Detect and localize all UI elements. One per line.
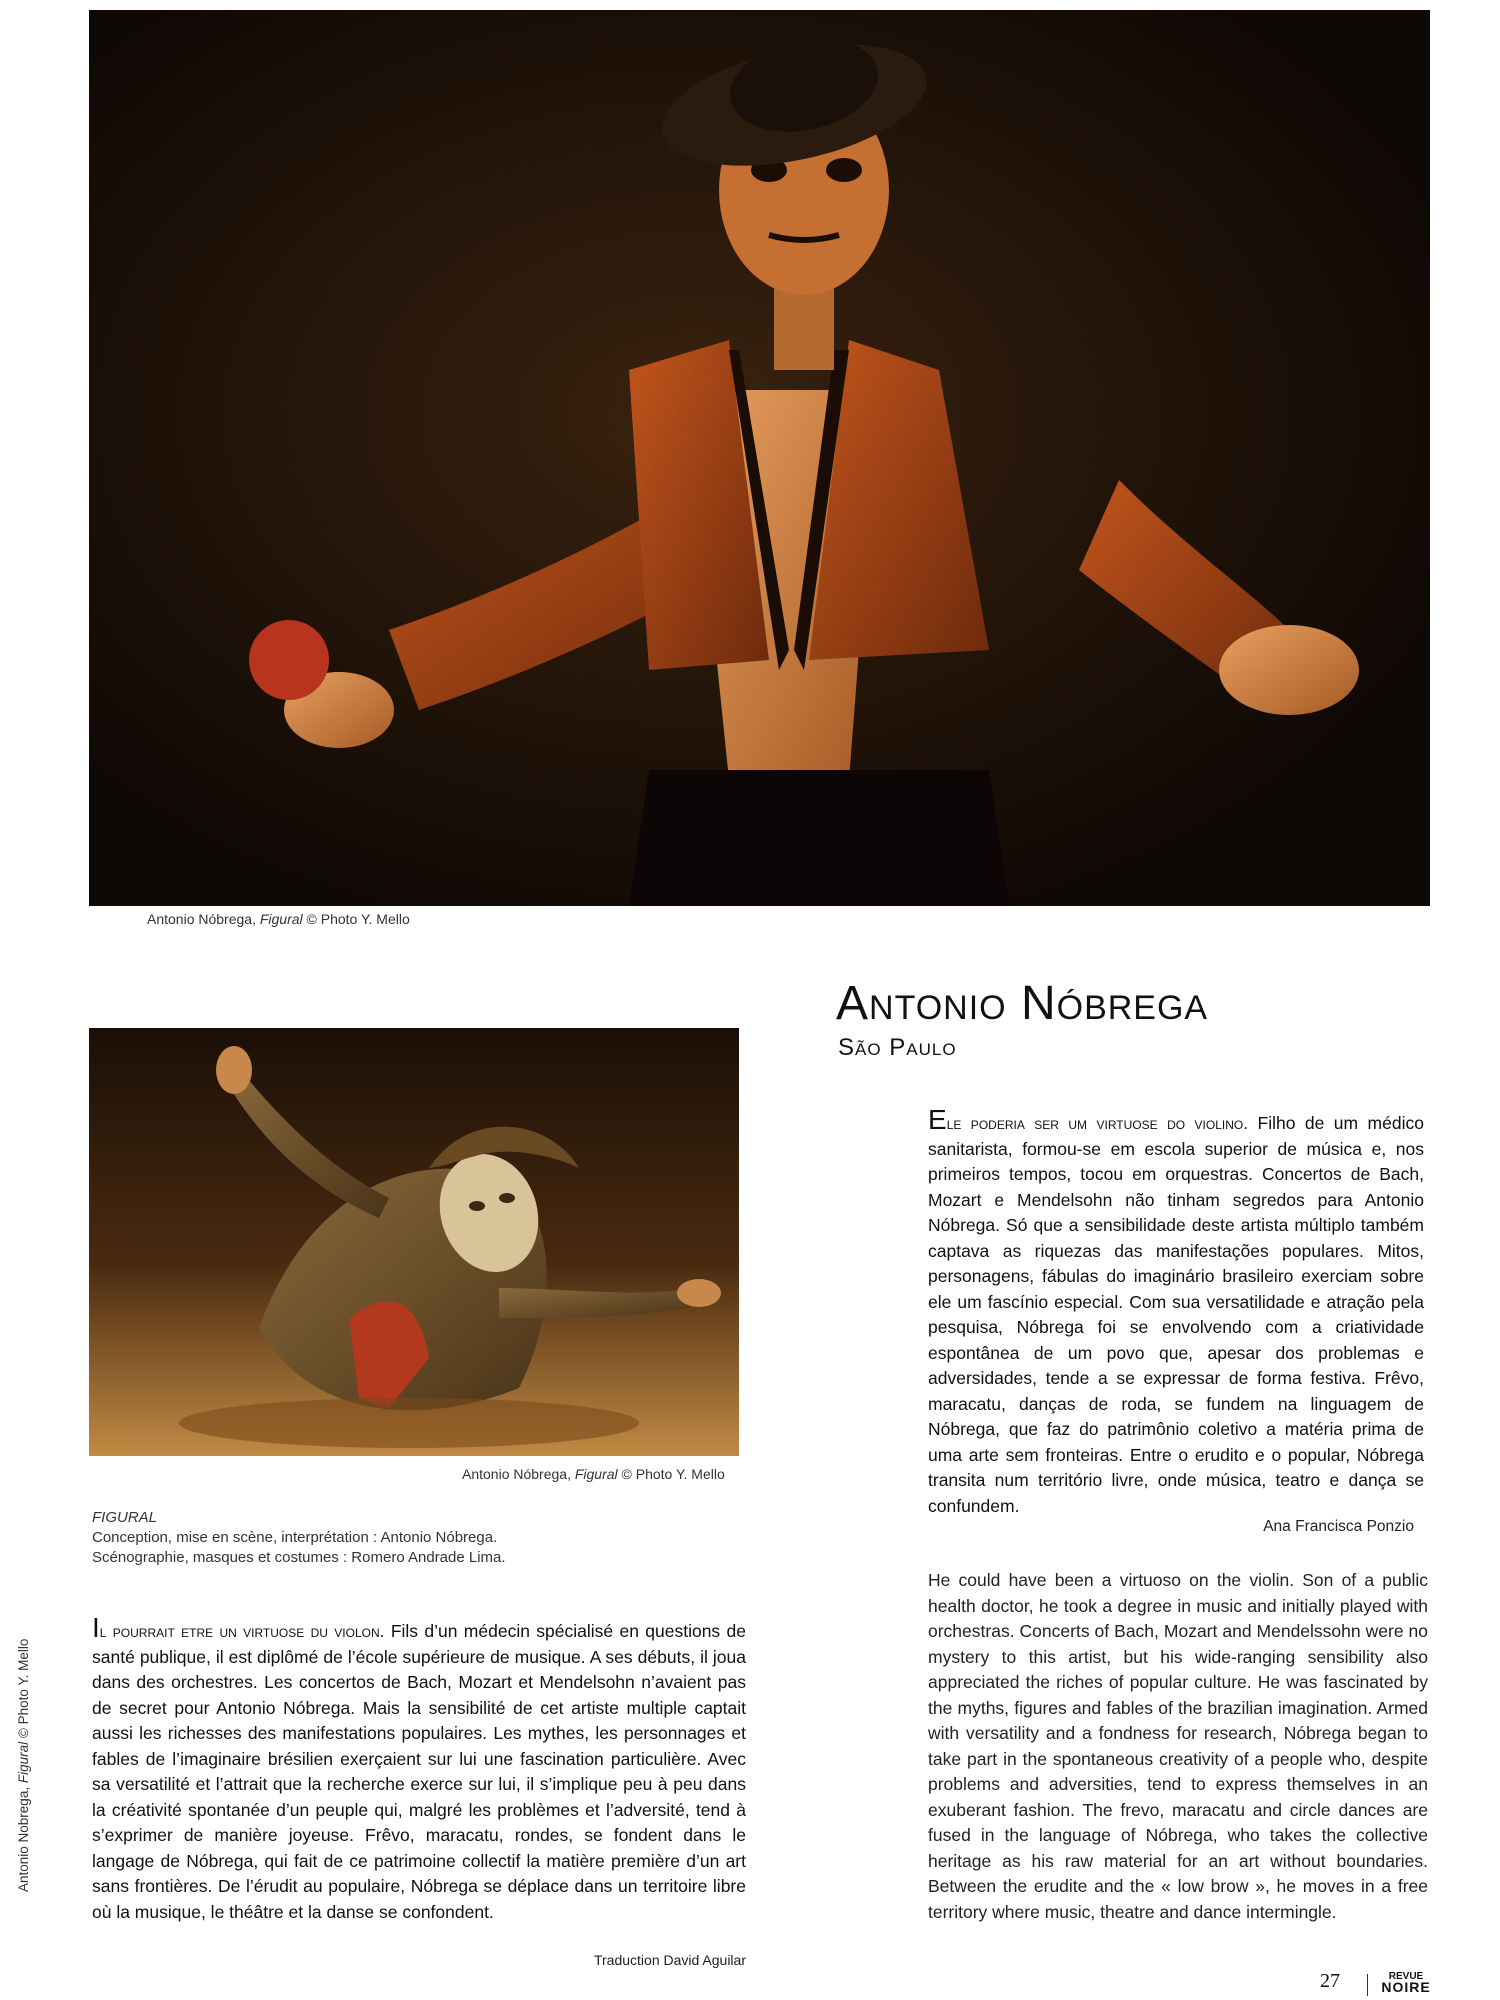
logo-bottom: NOIRE bbox=[1381, 1979, 1431, 1995]
page-title: Antonio Nóbrega bbox=[836, 977, 1209, 1030]
page-number: 27 bbox=[1320, 1970, 1340, 1992]
top-photo-illustration bbox=[89, 10, 1430, 906]
logo-top: REVUE bbox=[1388, 1971, 1424, 1982]
french-lead: l pourrait etre un virtuose du violon. bbox=[99, 1621, 385, 1641]
portuguese-dropcap: E bbox=[928, 1104, 947, 1135]
english-article bbox=[928, 1568, 1428, 1925]
bottom-photo-caption-name: Antonio Nóbrega, bbox=[462, 1466, 571, 1482]
bottom-photo-caption-work: Figural bbox=[574, 1466, 618, 1482]
bottom-photo-caption bbox=[462, 1466, 725, 1482]
french-translator: Traduction David Aguilar bbox=[593, 1952, 746, 1968]
magazine-logo bbox=[1378, 1971, 1434, 1995]
credits-line-1: Conception, mise en scène, interprétation : Antonio Nóbrega. bbox=[92, 1529, 498, 1546]
english-body: He could have been a virtuoso on the violin. Son of a public health doctor, he took a degree in music and initially played with orchestras. Concerts of Bach, Mozart and Mendelssohn were no mystery to this artist, but his wide-ranging sensibility also appreciated the riches of popular culture. He was fascinated by the myths, figures and fables of the brazilian imagination. Armed with versatility and a fondness for research, Nóbrega began to take part in the spontaneous creativity of a people who, despite problems and adversities, tend to express themselves in an exuberant fashion. The frevo, maracatu and circle dances are fused in the language of Nóbrega, who takes the collective heritage as his raw material for an art without boundaries. Between the erudite and the « low brow », he moves in a free territory where music, theatre and dance intermingle. bbox=[928, 1570, 1428, 1922]
side-credit-name: Antonio Nobrega, bbox=[16, 1786, 31, 1892]
bottom-photo-caption-credit: © Photo Y. Mello bbox=[621, 1466, 725, 1482]
top-photo-caption-work: Figural bbox=[259, 911, 303, 927]
side-photo-credit bbox=[16, 1639, 31, 1892]
top-photo-caption-name: Antonio Nóbrega, bbox=[147, 911, 256, 927]
top-photo bbox=[89, 10, 1430, 906]
french-dropcap: I bbox=[92, 1612, 100, 1643]
footer-divider bbox=[1367, 1974, 1368, 1996]
portuguese-lead: le poderia ser um virtuose do violino. bbox=[946, 1113, 1249, 1133]
bottom-photo bbox=[89, 1028, 739, 1456]
bottom-photo-illustration bbox=[89, 1028, 739, 1456]
credits-line-2: Scénographie, masques et costumes : Romero Andrade Lima. bbox=[92, 1549, 506, 1566]
french-body: Fils d’un médecin spécialisé en questions de santé publique, il est diplômé de l’école supérieure de musique. A ses débuts, il joua dans des orchestres. Les concertos de Bach, Mozart et Mendelsohn n’avaient pas de secret pour Antonio Nóbrega. Mais la sensibilité de cet artiste multiple captait aussi les richesses des manifestations populaires. Les mythes, les personnages et fables de l’imaginaire brésilien exerçaient sur lui une fascination particulière. Avec sa versatilité et l’attrait que la recherche exerce sur lui, il s’implique peu à peu dans la créativité spontanée d’un peuple qui, malgré les problèmes et l’adversité, tend à s’exprimer de manière joyeuse. Frêvo, maracatu, rondes, se fondent dans le langage de Nóbrega, qui fait de ce patrimoine collectif la matière première d’un art sans frontières. De l’érudit au populaire, Nóbrega se déplace dans un territoire libre où la musique, le théâtre et la danse se confondent. bbox=[92, 1621, 746, 1922]
portuguese-article bbox=[928, 1106, 1424, 1519]
portuguese-author: Ana Francisca Ponzio bbox=[1263, 1518, 1414, 1535]
portuguese-body: Filho de um médico sanitarista, formou-se em escola superior de música e, nos primeiros tempos, tocou em orquestras. Concertos de Bach, Mozart e Mendelsohn não tinham segredos para Antonio Nóbrega. Só que a sensibilidade deste artista múltiplo também captava as riquezas das manifestações populares. Mitos, personagens, fábulas do imaginário brasileiro exerciam sobre ele um fascínio especial. Com sua versatilidade e atração pela pesquisa, Nóbrega foi se envolvendo com a criatividade espontânea de um povo que, apesar dos problemas e adversidades, tende a se expressar de forma festiva. Frêvo, maracatu, danças de roda, se fundem na linguagem de Nóbrega, que faz do patrimônio coletivo a matéria prima de uma arte sem fronteiras. Entre o erudito e o popular, Nóbrega transita num território livre, onde música, teatro e dança se confundem. bbox=[928, 1113, 1424, 1516]
production-credits bbox=[92, 1508, 732, 1568]
top-photo-caption-credit: © Photo Y. Mello bbox=[306, 911, 410, 927]
credits-work-title: FIGURAL bbox=[92, 1509, 158, 1526]
french-article bbox=[92, 1614, 746, 1925]
side-credit-work: Figural bbox=[16, 1741, 31, 1784]
side-credit-credit: © Photo Y. Mello bbox=[16, 1638, 31, 1739]
page-subtitle: São Paulo bbox=[838, 1034, 957, 1061]
top-photo-caption bbox=[147, 911, 410, 927]
